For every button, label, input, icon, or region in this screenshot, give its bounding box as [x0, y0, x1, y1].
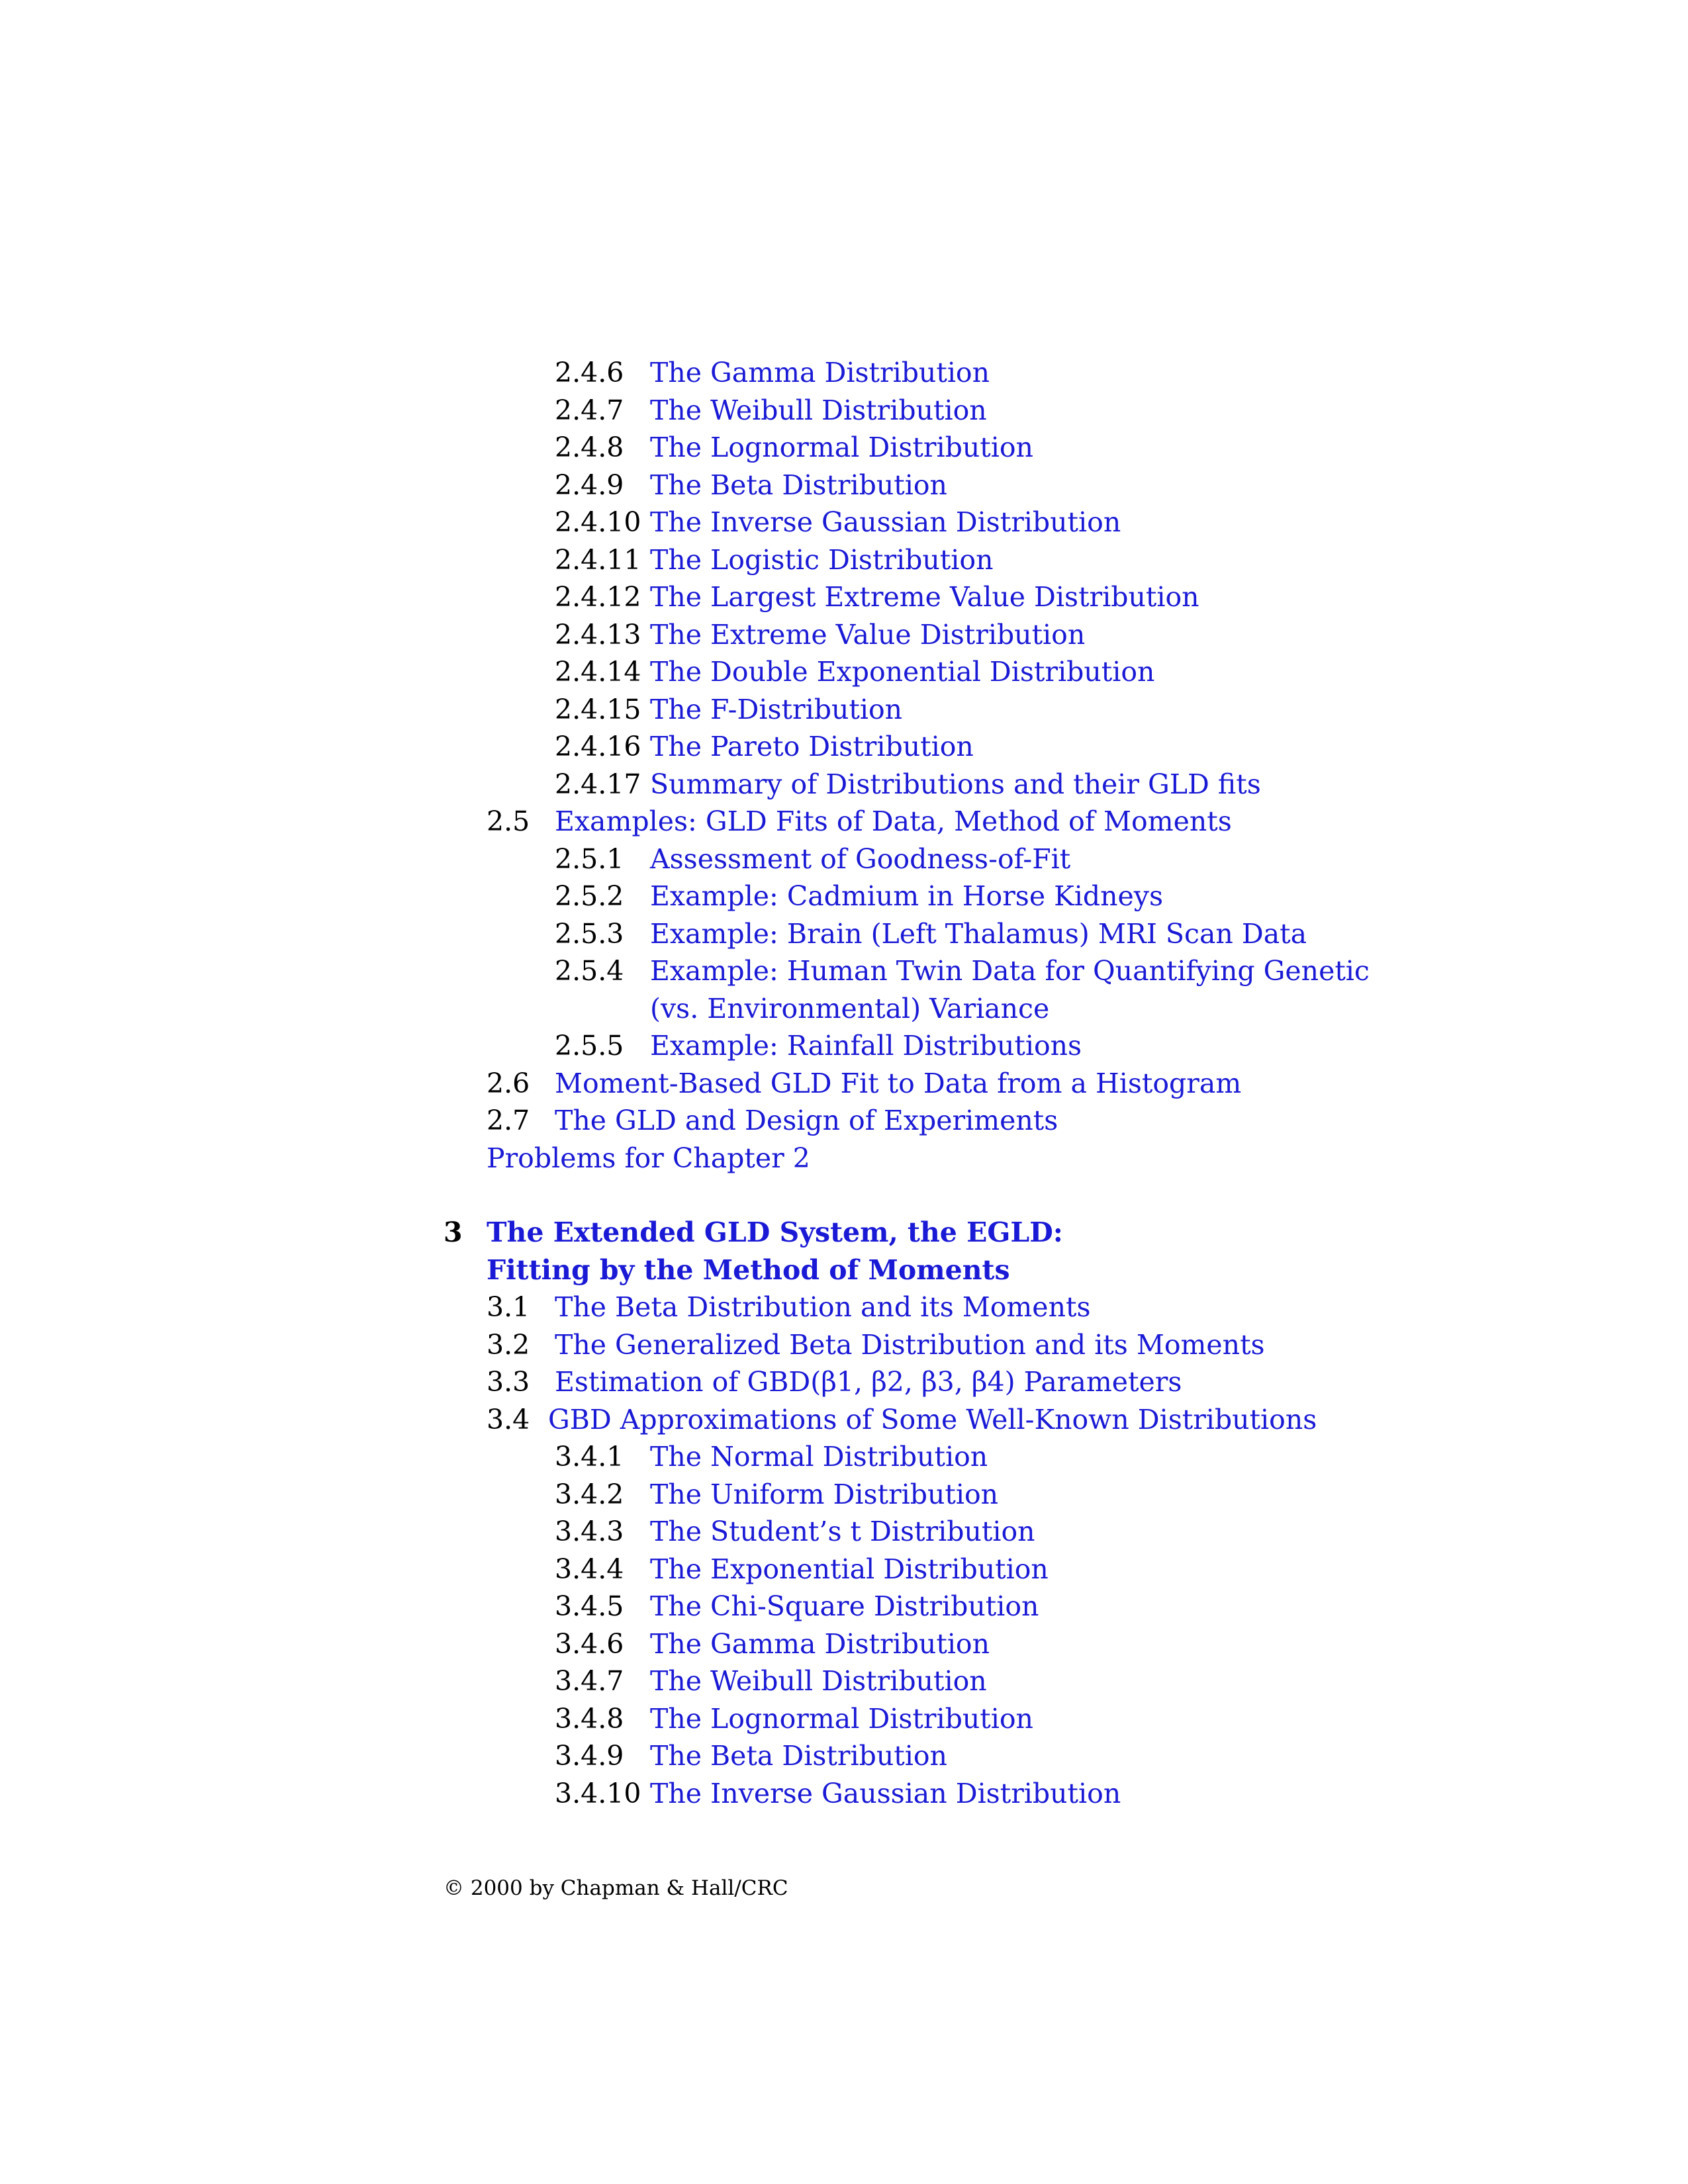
toc-link[interactable]: The Largest Extreme Value Distribution	[650, 581, 1199, 613]
toc-section-entry[interactable]	[0, 1140, 1688, 1177]
toc-link[interactable]: The Beta Distribution	[650, 1740, 947, 1772]
toc-subsection-entry[interactable]	[0, 990, 1688, 1028]
toc-section-entry[interactable]	[0, 803, 1688, 841]
toc-link[interactable]: The Extreme Value Distribution	[650, 618, 1086, 651]
toc-link[interactable]: Fitting by the Method of Moments	[487, 1253, 1010, 1286]
toc-link[interactable]: The Pareto Distribution	[650, 731, 974, 762]
toc-link[interactable]: The F-Distribution	[650, 693, 903, 725]
toc-link[interactable]: Example: Rainfall Distributions	[650, 1030, 1082, 1062]
toc-subsection-entry[interactable]	[0, 1625, 1688, 1663]
toc-subsection-entry[interactable]	[0, 1551, 1688, 1588]
toc-link[interactable]: The Normal Distribution	[650, 1441, 988, 1473]
toc-section-entry[interactable]	[0, 1401, 1688, 1439]
toc-subsection-entry[interactable]	[0, 467, 1688, 504]
toc-link[interactable]: The Lognormal Distribution	[650, 1702, 1033, 1735]
toc-subsection-entry[interactable]	[0, 766, 1688, 803]
toc-section-entry[interactable]	[0, 1289, 1688, 1326]
toc-subsection-entry[interactable]	[0, 952, 1688, 990]
toc-subsection-entry[interactable]	[0, 1700, 1688, 1738]
toc-link[interactable]: The Extended GLD System, the EGLD:	[487, 1216, 1063, 1248]
toc-subsection-entry[interactable]	[0, 1438, 1688, 1476]
toc-number: 2.4.12	[555, 581, 641, 613]
toc-number: 3.4.8	[555, 1702, 624, 1735]
toc-link[interactable]: Assessment of Goodness-of-Fit	[650, 842, 1071, 875]
toc-number: 2.5.5	[555, 1030, 624, 1062]
toc-number: 3.4.1	[555, 1441, 624, 1473]
toc-number: 3.4	[487, 1403, 530, 1435]
toc-link[interactable]: Example: Brain (Left Thalamus) MRI Scan Data	[650, 917, 1307, 950]
toc-link[interactable]: The Gamma Distribution	[650, 357, 990, 388]
toc-link[interactable]: Summary of Distributions and their GLD fits	[650, 768, 1261, 800]
toc-number: 3	[444, 1216, 463, 1248]
toc-subsection-entry[interactable]	[0, 1027, 1688, 1065]
toc-link[interactable]: Estimation of GBD(β1, β2, β3, β4) Parameters	[555, 1366, 1182, 1398]
toc-link[interactable]: The Beta Distribution and its Moments	[555, 1291, 1091, 1323]
toc-number: 3.3	[487, 1366, 530, 1398]
toc-number: 2.5.4	[555, 955, 624, 987]
toc-link[interactable]: The Weibull Distribution	[650, 1665, 987, 1697]
toc-subsection-entry[interactable]	[0, 354, 1688, 392]
toc-number: 2.4.13	[555, 618, 641, 651]
toc-section-entry[interactable]	[0, 1363, 1688, 1401]
toc-subsection-entry[interactable]	[0, 429, 1688, 467]
toc-number: 3.4.7	[555, 1665, 624, 1697]
toc-number: 2.5.2	[555, 880, 624, 912]
toc-subsection-entry[interactable]	[0, 1588, 1688, 1625]
toc-number: 2.7	[487, 1105, 530, 1136]
toc-subsection-entry[interactable]	[0, 1775, 1688, 1813]
toc-number: 2.5	[487, 805, 530, 837]
toc-number: 2.4.8	[555, 432, 624, 463]
toc-subsection-entry[interactable]	[0, 653, 1688, 691]
toc-link[interactable]: Examples: GLD Fits of Data, Method of Moments	[555, 805, 1232, 837]
toc-subsection-entry[interactable]	[0, 392, 1688, 430]
toc-subsection-entry[interactable]	[0, 1513, 1688, 1551]
toc-number: 2.5.1	[555, 842, 624, 875]
toc-link[interactable]: Example: Human Twin Data for Quantifying Genetic	[650, 955, 1370, 987]
toc-link[interactable]: The Weibull Distribution	[650, 394, 987, 426]
toc-link[interactable]: Example: Cadmium in Horse Kidneys	[650, 880, 1163, 912]
toc-link[interactable]: The Student’s t Distribution	[650, 1516, 1035, 1547]
toc-link[interactable]: The Double Exponential Distribution	[650, 656, 1155, 688]
toc-subsection-entry[interactable]	[0, 878, 1688, 915]
toc-number: 2.5.3	[555, 917, 624, 950]
toc-link[interactable]: The Generalized Beta Distribution and its Moments	[555, 1328, 1265, 1361]
toc-link[interactable]: The Lognormal Distribution	[650, 432, 1033, 463]
toc-number: 3.4.6	[555, 1627, 624, 1660]
toc-subsection-entry[interactable]	[0, 728, 1688, 766]
toc-subsection-entry[interactable]	[0, 1476, 1688, 1514]
toc-subsection-entry[interactable]	[0, 691, 1688, 729]
toc-subsection-entry[interactable]	[0, 616, 1688, 654]
toc-chapter-entry[interactable]	[0, 1251, 1688, 1289]
toc-section-entry[interactable]	[0, 1065, 1688, 1103]
toc-link[interactable]: The GLD and Design of Experiments	[555, 1105, 1058, 1136]
toc-link[interactable]: The Exponential Distribution	[650, 1553, 1049, 1585]
toc-number: 2.4.15	[555, 693, 641, 725]
toc-number: 3.4.4	[555, 1553, 624, 1585]
toc-number: 2.4.7	[555, 394, 624, 426]
chapter-gap	[0, 1177, 1688, 1214]
toc-link[interactable]: The Inverse Gaussian Distribution	[650, 506, 1121, 538]
toc-number: 3.4.3	[555, 1516, 624, 1547]
toc-number: 3.4.10	[555, 1777, 641, 1809]
toc-number: 2.4.14	[555, 656, 641, 688]
toc-number: 3.4.9	[555, 1740, 624, 1772]
toc-link[interactable]: GBD Approximations of Some Well-Known Distributions	[548, 1403, 1317, 1435]
toc-number: 3.2	[487, 1328, 530, 1361]
toc-subsection-entry[interactable]	[0, 841, 1688, 878]
toc-subsection-entry[interactable]	[0, 504, 1688, 541]
toc-link[interactable]: Moment-Based GLD Fit to Data from a Histogram	[555, 1067, 1242, 1099]
toc-link[interactable]: The Uniform Distribution	[650, 1478, 999, 1510]
toc-subsection-entry[interactable]	[0, 1662, 1688, 1700]
toc-number: 3.4.2	[555, 1478, 624, 1510]
toc-section-entry[interactable]	[0, 1326, 1688, 1364]
toc-number: 3.4.5	[555, 1590, 624, 1622]
toc-number: 2.4.16	[555, 731, 641, 762]
toc-subsection-entry[interactable]	[0, 578, 1688, 616]
copyright-footer: © 2000 by Chapman & Hall/CRC	[444, 1876, 788, 1900]
toc-number: 2.4.9	[555, 469, 624, 501]
toc-link[interactable]: The Inverse Gaussian Distribution	[650, 1777, 1121, 1809]
toc-link[interactable]: The Gamma Distribution	[650, 1627, 990, 1660]
toc-number: 2.6	[487, 1067, 530, 1099]
toc-number: 2.4.10	[555, 506, 641, 538]
toc-chapter-entry[interactable]	[0, 1214, 1688, 1251]
toc-link[interactable]: The Beta Distribution	[650, 469, 947, 501]
toc-subsection-entry[interactable]	[0, 915, 1688, 953]
toc-link[interactable]: The Logistic Distribution	[650, 543, 994, 576]
table-of-contents	[0, 354, 1688, 1812]
toc-number: 2.4.11	[555, 543, 641, 576]
toc-link[interactable]: The Chi-Square Distribution	[650, 1590, 1039, 1622]
toc-number: 2.4.17	[555, 768, 641, 800]
toc-link[interactable]: (vs. Environmental) Variance	[650, 992, 1050, 1024]
toc-number: 2.4.6	[555, 357, 624, 388]
toc-link[interactable]: Problems for Chapter 2	[487, 1142, 810, 1174]
toc-section-entry[interactable]	[0, 1102, 1688, 1140]
toc-number: 3.1	[487, 1291, 530, 1323]
toc-subsection-entry[interactable]	[0, 1737, 1688, 1775]
toc-subsection-entry[interactable]	[0, 541, 1688, 579]
